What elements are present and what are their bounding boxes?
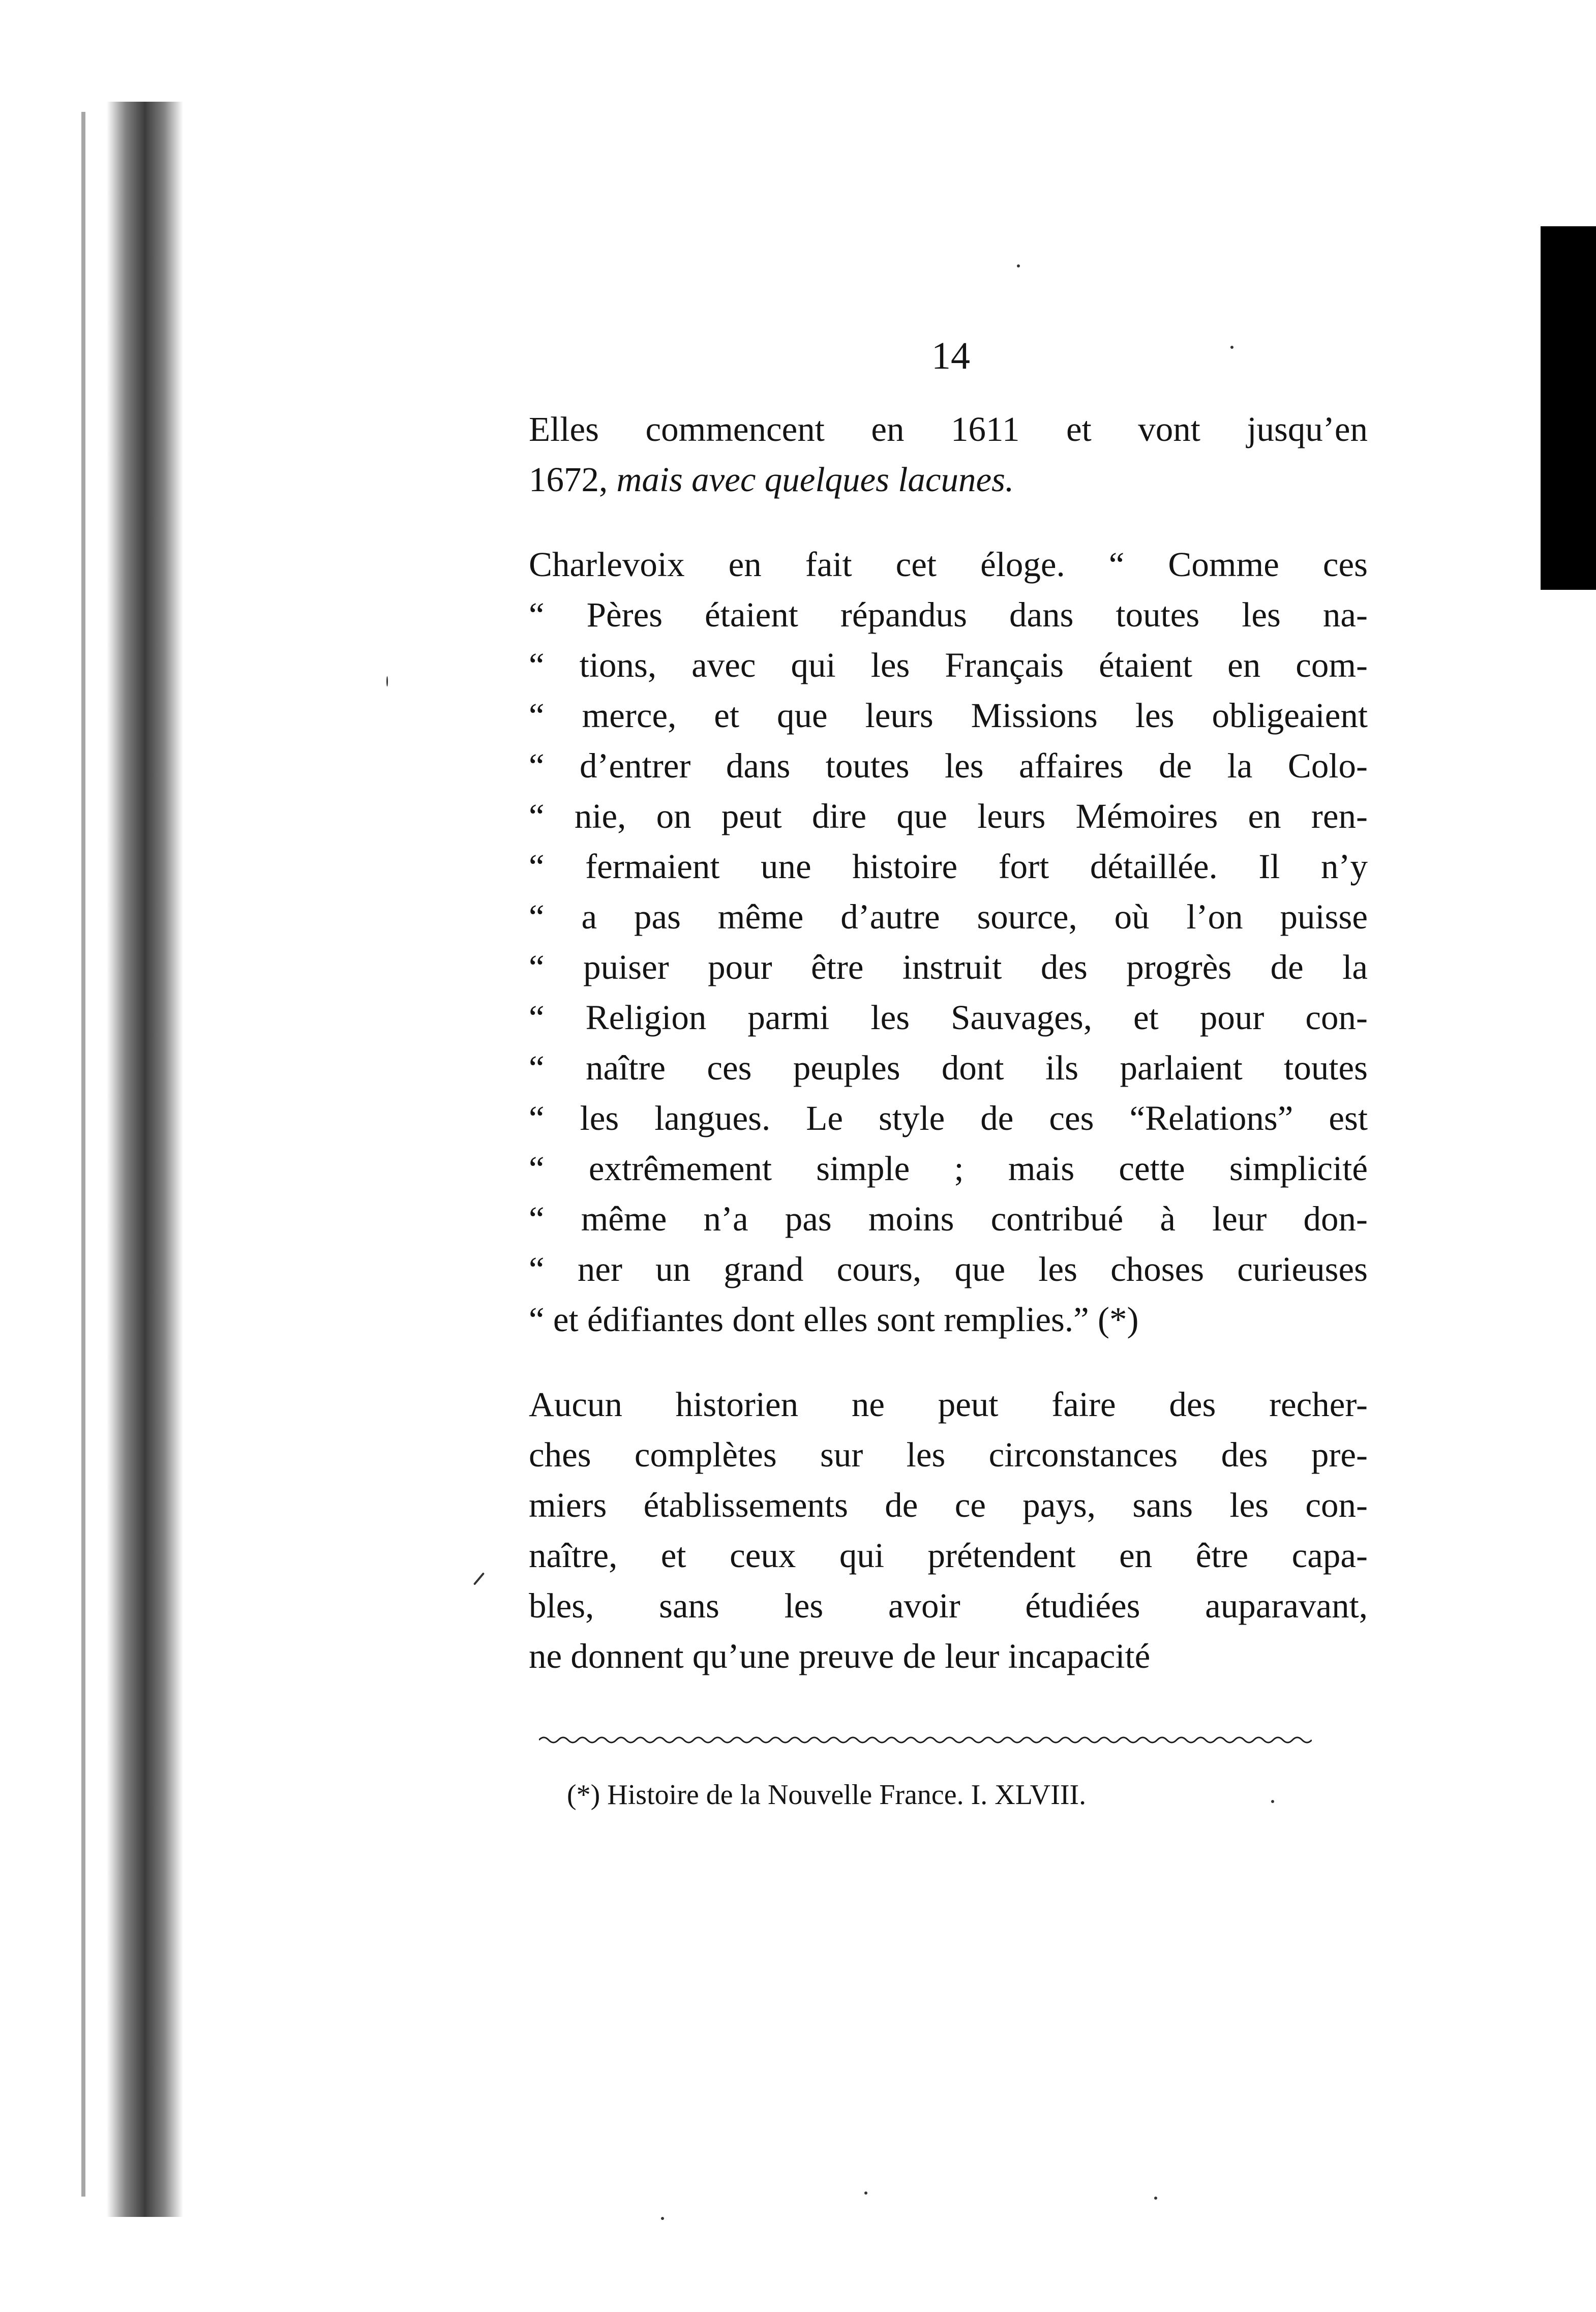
text-run: 1672, [529, 460, 617, 499]
binding-shadow [107, 102, 183, 2217]
text-line [529, 1295, 1368, 1345]
page-edge-shadow [81, 112, 85, 2197]
text-run: Aucun historien ne peut faire des recher- [529, 1385, 1368, 1424]
text-line [529, 993, 1368, 1043]
paragraph [529, 539, 1368, 1345]
text-run: miers établissements de ce pays, sans les con- [529, 1486, 1368, 1524]
text-run: “ et édifiantes dont elles sont remplies.” (*) [529, 1300, 1139, 1339]
scan-speck [1271, 1800, 1274, 1803]
scan-speck [864, 2191, 867, 2195]
scan-speck [1017, 264, 1020, 267]
scan-speck [1230, 346, 1233, 349]
text-line [529, 1144, 1368, 1194]
text-run: “ nie, on peut dire que leurs Mémoires en ren- [529, 797, 1368, 835]
footnote: (*) Histoire de la Nouvelle France. I. XLVIII. [567, 1779, 1087, 1811]
text-line [529, 791, 1368, 842]
text-run: “ a pas même d’autre source, où l’on puisse [529, 897, 1368, 936]
text-line [529, 539, 1368, 590]
text-line [529, 842, 1368, 892]
text-run: “ naître ces peuples dont ils parlaient toutes [529, 1048, 1368, 1087]
text-line [529, 455, 1368, 505]
text-line [529, 1581, 1368, 1631]
text-line [529, 640, 1368, 690]
italic-text: mais avec quelques lacunes. [616, 460, 1014, 499]
text-run: Elles commencent en 1611 et vont jusqu’en [529, 410, 1368, 448]
text-run: “ d’entrer dans toutes les affaires de la Colo- [529, 746, 1368, 785]
text-line [529, 1430, 1368, 1480]
paragraph [529, 404, 1368, 505]
text-line [529, 1244, 1368, 1295]
scan-speck [1154, 2197, 1157, 2200]
text-run: Charlevoix en fait cet éloge. “ Comme ces [529, 545, 1368, 584]
text-line [529, 1631, 1368, 1682]
text-line [529, 1043, 1368, 1093]
text-line [529, 690, 1368, 741]
text-line [529, 1480, 1368, 1530]
text-line [529, 1194, 1368, 1244]
text-line [529, 404, 1368, 455]
text-line [529, 1530, 1368, 1581]
text-run: ches complètes sur les circonstances des pre- [529, 1435, 1368, 1474]
text-line [529, 741, 1368, 791]
page-number: 14 [931, 335, 970, 377]
text-line [529, 590, 1368, 640]
text-line [529, 942, 1368, 993]
text-run: naître, et ceux qui prétendent en être capa- [529, 1536, 1368, 1575]
text-run: bles, sans les avoir étudiées auparavant, [529, 1586, 1368, 1625]
text-line [529, 1379, 1368, 1430]
text-run: “ Pères étaient répandus dans toutes les na- [529, 595, 1368, 634]
paragraph [529, 1379, 1368, 1682]
text-run: “ tions, avec qui les Français étaient en com- [529, 646, 1368, 684]
text-run: “ les langues. Le style de ces “Relations” est [529, 1099, 1368, 1137]
text-run: “ puiser pour être instruit des progrès de la [529, 948, 1368, 986]
wavy-rule-line [539, 1737, 1312, 1743]
scan-speck [661, 2217, 664, 2220]
text-run: “ fermaient une histoire fort détaillée. Il n’y [529, 847, 1368, 886]
edge-marker-bar [1541, 226, 1596, 590]
text-run: “ même n’a pas moins contribué à leur don- [529, 1199, 1368, 1238]
text-run: “ Religion parmi les Sauvages, et pour con- [529, 998, 1368, 1037]
scan-speck [473, 1572, 485, 1585]
body-text [529, 404, 1368, 1682]
text-run: “ ner un grand cours, que les choses curieuses [529, 1250, 1368, 1288]
text-run: “ merce, et que leurs Missions les obligeaient [529, 696, 1368, 735]
text-run: “ extrêmement simple ; mais cette simplicité [529, 1149, 1368, 1188]
text-line [529, 1093, 1368, 1144]
ornamental-wavy-rule [539, 1734, 1312, 1746]
text-run: ne donnent qu’une preuve de leur incapacité [529, 1637, 1151, 1675]
text-line [529, 892, 1368, 942]
scan-speck [386, 676, 388, 686]
